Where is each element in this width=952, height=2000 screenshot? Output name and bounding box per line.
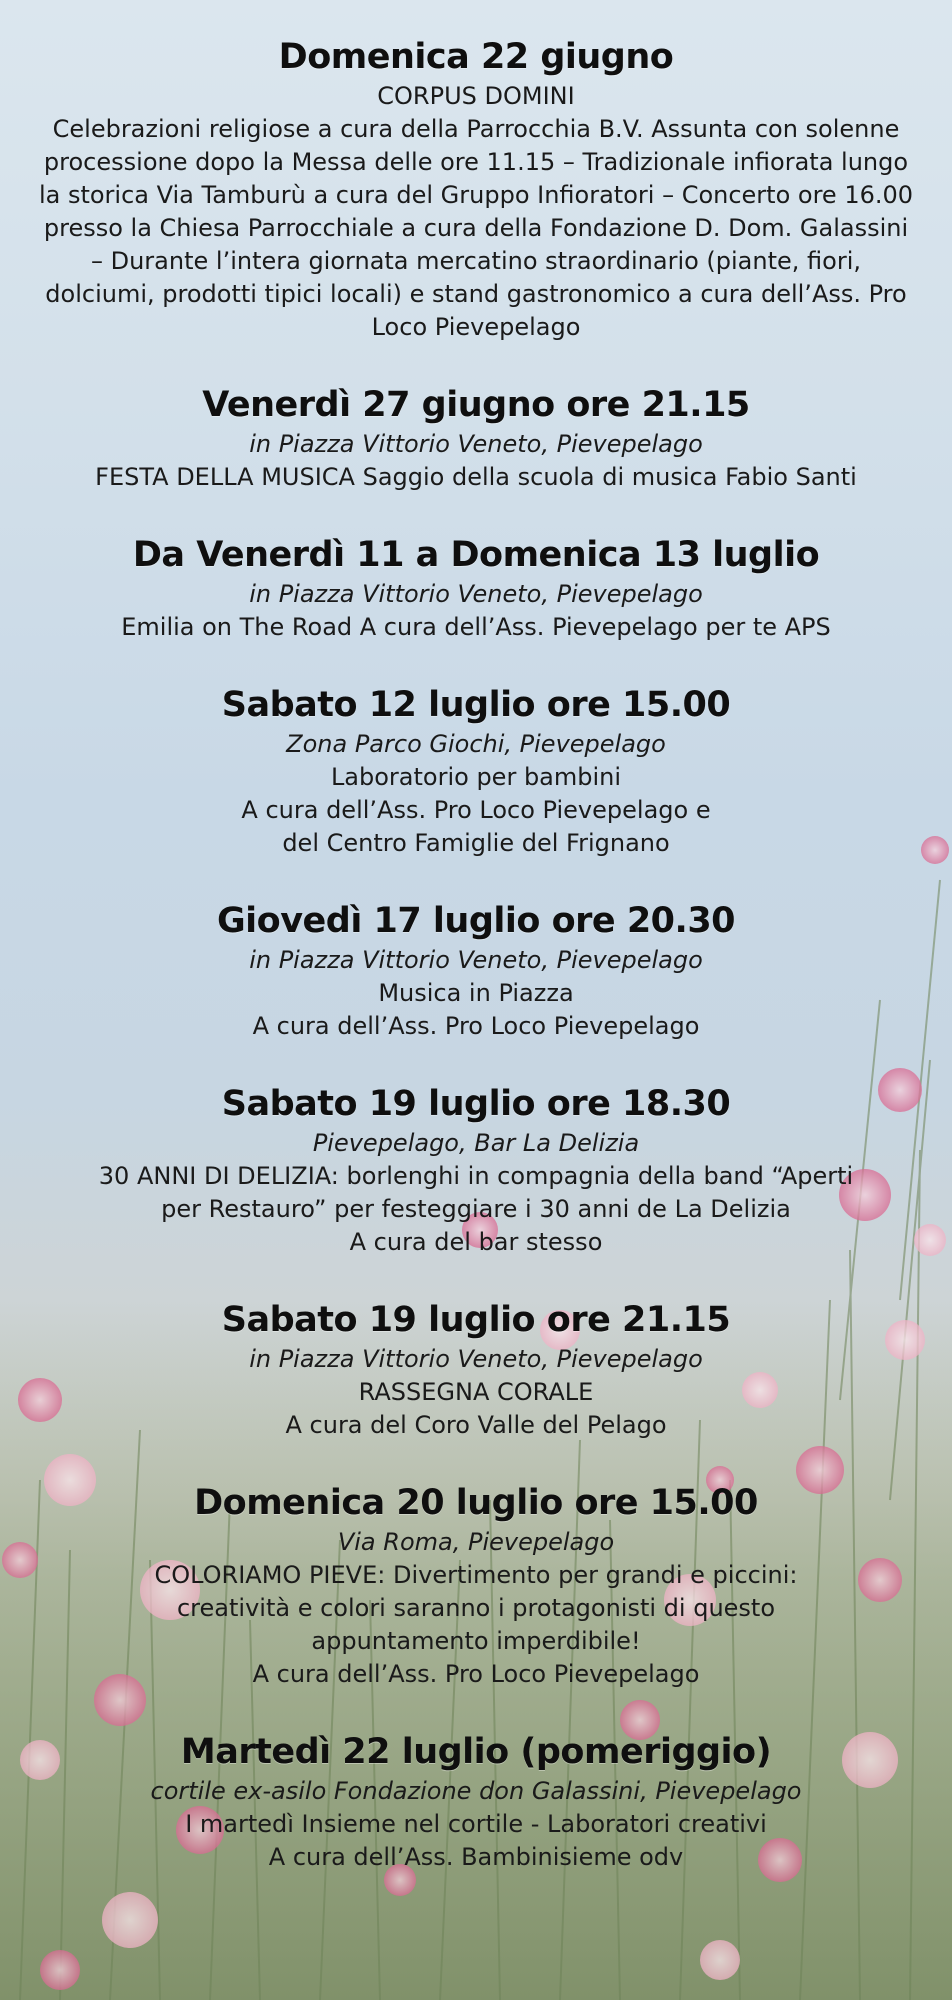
event-title: Giovedì 17 luglio ore 20.30: [216, 901, 736, 941]
event-title: Venerdì 27 giugno ore 21.15: [202, 385, 750, 425]
event-item: [26, 1480, 926, 1691]
event-line: A cura dell’Ass. Pro Loco Pievepelago e: [241, 796, 711, 824]
event-item: [26, 34, 926, 344]
event-line: A cura dell’Ass. Pro Loco Pievepelago: [252, 1012, 700, 1040]
event-line: CORPUS DOMINI: [377, 82, 575, 110]
event-line: A cura dell’Ass. Bambinisieme odv: [268, 1843, 684, 1871]
event-place: in Piazza Vittorio Veneto, Pievepelago: [249, 946, 703, 974]
event-place: Pievepelago, Bar La Delizia: [312, 1129, 640, 1157]
event-line: RASSEGNA CORALE: [358, 1378, 594, 1406]
event-place: Via Roma, Pievepelago: [337, 1528, 615, 1556]
event-line: A cura dell’Ass. Pro Loco Pievepelago: [252, 1660, 700, 1688]
event-place: cortile ex-asilo Fondazione don Galassini, Pievepelago: [150, 1777, 802, 1805]
event-item: [26, 1729, 926, 1874]
event-item: [26, 1081, 926, 1259]
event-item: [26, 382, 926, 494]
event-item: [26, 1297, 926, 1442]
event-place: Zona Parco Giochi, Pievepelago: [286, 730, 666, 758]
event-item: [26, 682, 926, 860]
event-line: FESTA DELLA MUSICA Saggio della scuola di musica Fabio Santi: [95, 463, 857, 491]
event-description: Celebrazioni religiose a cura della Parrocchia B.V. Assunta con solenne processione dopo la Messa delle ore 11.15 – Tradizionale infiorata lungo la storica Via Tamburù a cura del Gruppo Infioratori – Concerto ore 16.00 presso la Chiesa Parrocchiale a cura della Fondazione D. Dom. Galassini – Durante l’intera giornata mercatino straordinario (piante, fiori, dolciumi, prodotti tipici locali) e stand gastronomico a cura dell’Ass. Pro Loco Pievepelago: [38, 115, 914, 341]
event-title: Sabato 12 luglio ore 15.00: [221, 685, 731, 725]
event-item: [26, 532, 926, 644]
event-title: Sabato 19 luglio ore 21.15: [221, 1300, 731, 1340]
event-line: Emilia on The Road A cura dell’Ass. Pievepelago per te APS: [121, 613, 831, 641]
event-line: COLORIAMO PIEVE: Divertimento per grandi e piccini:: [154, 1561, 798, 1589]
event-line: Laboratorio per bambini: [330, 763, 622, 791]
event-title: Da Venerdì 11 a Domenica 13 luglio: [132, 535, 820, 575]
event-item: [26, 898, 926, 1043]
event-title: Sabato 19 luglio ore 18.30: [221, 1084, 731, 1124]
event-line: 30 ANNI DI DELIZIA: borlenghi in compagnia della band “Aperti: [98, 1162, 854, 1190]
event-line: A cura del Coro Valle del Pelago: [285, 1411, 667, 1439]
event-place: in Piazza Vittorio Veneto, Pievepelago: [249, 580, 703, 608]
event-line: Musica in Piazza: [378, 979, 574, 1007]
event-title: Martedì 22 luglio (pomeriggio): [180, 1732, 772, 1772]
event-line: creatività e colori saranno i protagonisti di questo: [176, 1594, 776, 1622]
event-title: Domenica 20 luglio ore 15.00: [194, 1483, 758, 1523]
event-place: in Piazza Vittorio Veneto, Pievepelago: [249, 1345, 703, 1373]
event-line: del Centro Famiglie del Frignano: [282, 829, 670, 857]
event-place: in Piazza Vittorio Veneto, Pievepelago: [249, 430, 703, 458]
event-line: I martedì Insieme nel cortile - Laboratori creativi: [185, 1810, 767, 1838]
event-title: Domenica 22 giugno: [278, 37, 674, 77]
event-line: A cura del bar stesso: [349, 1228, 603, 1256]
event-line: per Restauro” per festeggiare i 30 anni de La Delizia: [161, 1195, 791, 1223]
event-line: appuntamento imperdibile!: [311, 1627, 641, 1655]
